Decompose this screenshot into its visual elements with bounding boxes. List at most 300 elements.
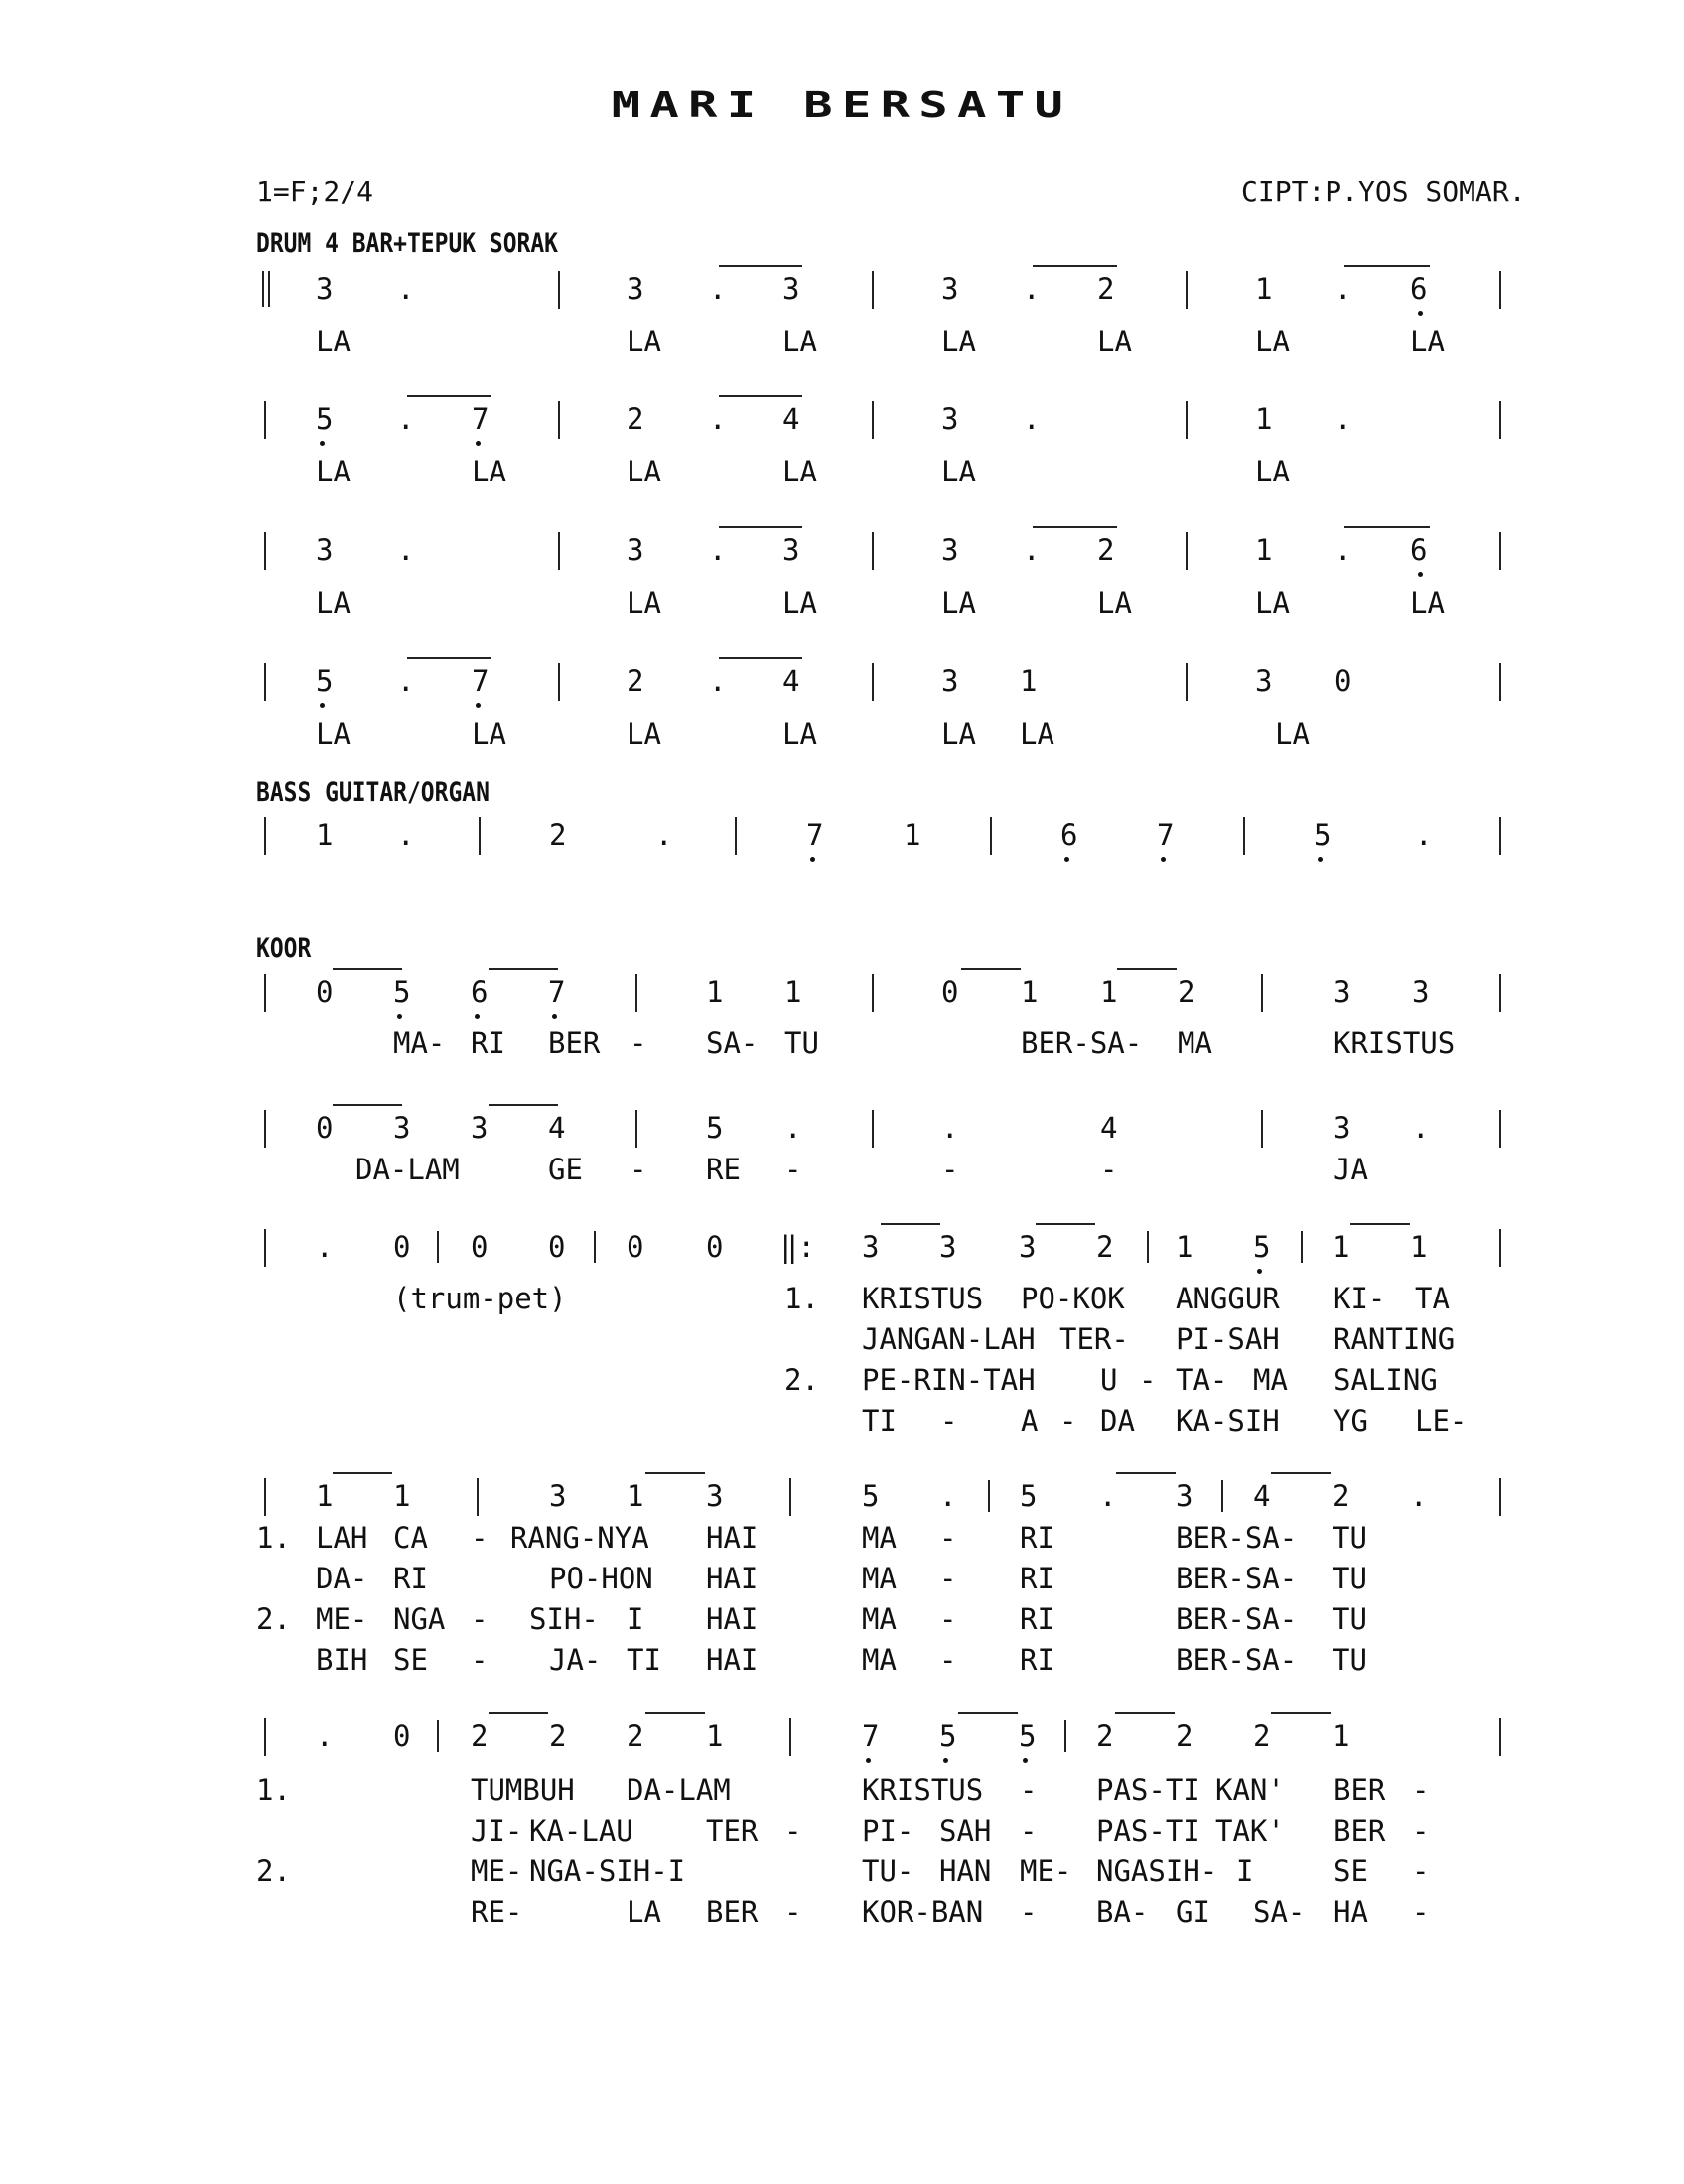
lyric: - (939, 1562, 957, 1595)
note: 3 (941, 272, 959, 306)
barline (264, 1478, 266, 1516)
note: . (1334, 533, 1352, 567)
lyric: LA (1255, 455, 1290, 488)
beam-line (489, 1712, 548, 1714)
beam-line (719, 526, 802, 528)
beam-line (645, 1472, 705, 1474)
note: 5 (316, 664, 334, 698)
note: 2 (1097, 533, 1115, 567)
beam-line (719, 265, 802, 267)
lyric: SE (393, 1643, 428, 1677)
note: . (397, 664, 415, 698)
koor-note: 5 (1020, 1479, 1038, 1513)
barline (1499, 663, 1501, 701)
barline (635, 974, 637, 1012)
lyric: GE (548, 1153, 583, 1186)
lyric: LA (782, 325, 817, 358)
koor-note: 0 (627, 1230, 644, 1264)
koor-note: 2 (1096, 1230, 1114, 1264)
koor-note: 2 (627, 1719, 644, 1753)
barline (1499, 271, 1501, 309)
note: 0 (1334, 664, 1352, 698)
lyric: KRISTUS (862, 1282, 984, 1315)
lyric: BA- (1096, 1895, 1149, 1929)
lyric: TA (1415, 1282, 1450, 1315)
note: 1 (1020, 664, 1038, 698)
low-octave-dot (1418, 572, 1423, 577)
lyric: RI (471, 1026, 505, 1060)
lyric: LAH (316, 1521, 368, 1555)
lyric: MA (1253, 1363, 1288, 1397)
verse-number: 1. (784, 1282, 819, 1315)
lyric: TI (627, 1643, 661, 1677)
lyric: LA (316, 586, 351, 619)
lyric: I (1236, 1854, 1254, 1888)
koor-note: 0 (706, 1230, 724, 1264)
koor-note: 1 (627, 1479, 644, 1513)
koor-note: 5 (862, 1479, 880, 1513)
beam-line (1350, 1223, 1410, 1225)
barline (1064, 1720, 1066, 1752)
low-octave-dot (1257, 1269, 1262, 1274)
barline (264, 532, 266, 570)
barline (1499, 974, 1501, 1012)
bass-note: 6 (1060, 818, 1078, 852)
barline (437, 1231, 439, 1263)
note: 3 (316, 533, 334, 567)
note: . (397, 402, 415, 436)
lyric: LE- (1415, 1404, 1468, 1437)
koor-note: 2 (1176, 1719, 1193, 1753)
lyric: KI- (1333, 1282, 1386, 1315)
barline (1261, 1110, 1263, 1148)
verse-number: 2. (784, 1363, 819, 1397)
lyric: HAI (706, 1562, 759, 1595)
barline (1186, 271, 1188, 309)
beam-line (407, 657, 491, 659)
lyric: TU (784, 1026, 819, 1060)
low-octave-dot (1318, 857, 1323, 862)
lyric: - (471, 1602, 489, 1636)
beam-line (719, 395, 802, 397)
lyric: BER (548, 1026, 601, 1060)
note: . (709, 272, 727, 306)
koor-note: 0 (548, 1230, 566, 1264)
note: . (1334, 272, 1352, 306)
note: . (1023, 272, 1041, 306)
lyric: LA (941, 325, 976, 358)
lyric: - (1412, 1814, 1430, 1847)
barline (1499, 532, 1501, 570)
koor-note: 3 (1333, 1111, 1351, 1145)
lyric: MA (862, 1602, 897, 1636)
note: 7 (472, 664, 490, 698)
lyric: LA (941, 717, 976, 751)
note: 1 (1255, 533, 1273, 567)
note: . (397, 533, 415, 567)
lyric: TA- (1176, 1363, 1228, 1397)
lyric: - (1412, 1895, 1430, 1929)
koor-note: 0 (941, 975, 959, 1009)
lyric: - (1020, 1895, 1038, 1929)
koor-note: 1 (1333, 1719, 1350, 1753)
barline (872, 1110, 874, 1148)
koor-note: 3 (862, 1230, 880, 1264)
lyric: RI (1020, 1562, 1054, 1595)
barline (264, 1110, 266, 1148)
beam-line (1344, 526, 1430, 528)
lyric: HAN (939, 1854, 992, 1888)
barline (264, 817, 266, 855)
low-octave-dot (476, 703, 481, 708)
note: 2 (627, 664, 644, 698)
koor-note: 1 (1176, 1230, 1193, 1264)
lyric: - (471, 1521, 489, 1555)
note: . (709, 533, 727, 567)
lyric: TER- (1059, 1322, 1129, 1356)
lyric: JA- (549, 1643, 602, 1677)
barline (1499, 1229, 1501, 1267)
bass-note: 1 (316, 818, 334, 852)
note: 3 (316, 272, 334, 306)
lyric: ME- (316, 1602, 368, 1636)
lyric: - (941, 1153, 959, 1186)
koor-note: 5 (393, 975, 411, 1009)
low-octave-dot (320, 441, 325, 446)
note: 7 (472, 402, 490, 436)
key-signature: 1=F;2/4 (256, 175, 374, 207)
barline (437, 1720, 439, 1752)
lyric: SA- (1253, 1895, 1306, 1929)
lyric: RE- (471, 1895, 523, 1929)
barline (1261, 974, 1263, 1012)
lyric: - (471, 1643, 489, 1677)
koor-note: 2 (1333, 1479, 1350, 1513)
barline (872, 663, 874, 701)
lyric: - (784, 1814, 802, 1847)
low-octave-dot (810, 857, 815, 862)
lyric: LA (1097, 586, 1132, 619)
low-octave-dot (943, 1758, 948, 1763)
lyric: HAI (706, 1521, 759, 1555)
lyric: LA (782, 586, 817, 619)
beam-line (1115, 1712, 1175, 1714)
lyric: DA (1100, 1404, 1135, 1437)
lyric: BER-SA- (1021, 1026, 1143, 1060)
lyric: NGA-SIH-I (529, 1854, 686, 1888)
koor-note: . (1412, 1111, 1430, 1145)
barline (477, 1478, 479, 1516)
beam-line (1116, 1472, 1176, 1474)
lyric: LA (1410, 586, 1445, 619)
barline (594, 1231, 596, 1263)
lyric: GI (1176, 1895, 1210, 1929)
koor-note: . (939, 1479, 957, 1513)
lyric: SA- (706, 1026, 759, 1060)
lyric: LA (782, 717, 817, 751)
beam-line (489, 968, 558, 970)
lyric: RI (1020, 1602, 1054, 1636)
lyric: U (1100, 1363, 1118, 1397)
koor-note: 1 (1021, 975, 1039, 1009)
lyric: - (784, 1153, 802, 1186)
koor-note: 1 (1333, 1230, 1350, 1264)
bass-note: . (1415, 818, 1433, 852)
barline (735, 817, 737, 855)
lyric: LA (1410, 325, 1445, 358)
lyric: MA (862, 1562, 897, 1595)
lyric: - (784, 1895, 802, 1929)
lyric: PI-SAH (1176, 1322, 1280, 1356)
barline (1499, 817, 1501, 855)
barline (1301, 1231, 1303, 1263)
barline (479, 817, 481, 855)
barline (990, 817, 992, 855)
koor-note: 1 (316, 1479, 334, 1513)
section-bass: BASS GUITAR/ORGAN (256, 777, 490, 808)
lyric: TU (1333, 1521, 1367, 1555)
koor-note: 0 (316, 975, 334, 1009)
koor-note: 5 (706, 1111, 724, 1145)
barline (988, 1480, 990, 1512)
koor-note: 1 (784, 975, 802, 1009)
lyric: PO-KOK (1021, 1282, 1125, 1315)
lyric: BER-SA- (1176, 1521, 1298, 1555)
koor-note: 2 (549, 1719, 567, 1753)
lyric: ANGGUR (1176, 1282, 1280, 1315)
note: 3 (1255, 664, 1273, 698)
barline (789, 1478, 791, 1516)
koor-note: 2 (1096, 1719, 1114, 1753)
verse-number: 1. (256, 1773, 291, 1807)
lyric: KRISTUS (1333, 1026, 1456, 1060)
lyric: - (630, 1026, 647, 1060)
koor-note: 3 (706, 1479, 724, 1513)
lyric: BER-SA- (1176, 1602, 1298, 1636)
lyric: JI- (471, 1814, 523, 1847)
lyric: - (630, 1153, 647, 1186)
section-drum: DRUM 4 BAR+TEPUK SORAK (256, 228, 558, 259)
lyric: SALING (1333, 1363, 1438, 1397)
koor-note: . (784, 1111, 802, 1145)
barline (558, 271, 560, 309)
lyric: LA (316, 455, 351, 488)
lyric: - (1412, 1773, 1430, 1807)
note: . (709, 664, 727, 698)
lyric: DA- (316, 1562, 368, 1595)
koor-note: 3 (393, 1111, 411, 1145)
barline (558, 401, 560, 439)
koor-note: 1 (393, 1479, 411, 1513)
beam-line (1036, 1223, 1095, 1225)
koor-note: 7 (862, 1719, 880, 1753)
beam-line (1117, 968, 1177, 970)
lyric: LA (941, 586, 976, 619)
lyric: RI (1020, 1521, 1054, 1555)
lyric: ME- (1020, 1854, 1072, 1888)
lyric: HAI (706, 1602, 759, 1636)
koor-note: 7 (548, 975, 566, 1009)
koor-note: 3 (1019, 1230, 1037, 1264)
barline (1499, 1110, 1501, 1148)
lyric: MA- (393, 1026, 446, 1060)
note: 3 (941, 664, 959, 698)
koor-note: 5 (1019, 1719, 1037, 1753)
bass-note: . (397, 818, 415, 852)
koor-note: . (1410, 1479, 1428, 1513)
lyric: LA (1255, 586, 1290, 619)
lyric: TAK' (1215, 1814, 1285, 1847)
lyric: YG (1333, 1404, 1368, 1437)
lyric: - (1412, 1854, 1430, 1888)
lyric: - (1020, 1814, 1038, 1847)
note: 2 (627, 402, 644, 436)
barline (558, 532, 560, 570)
lyric: RI (393, 1562, 428, 1595)
low-octave-dot (475, 1014, 480, 1019)
lyric: SAH (939, 1814, 992, 1847)
repeat-sign: ‖: (780, 1230, 815, 1264)
lyric: BER (1333, 1814, 1386, 1847)
barline (1221, 1480, 1223, 1512)
lyric: SIH- (529, 1602, 599, 1636)
koor-note: 4 (548, 1111, 566, 1145)
lyric: TU- (862, 1854, 914, 1888)
beam-line (1344, 265, 1430, 267)
lyric: LA (627, 717, 661, 751)
lyric: PAS-TI (1096, 1773, 1200, 1807)
lyric: LA (627, 325, 661, 358)
trumpet-cue: (trum-pet) (393, 1282, 567, 1315)
double-barline (268, 271, 270, 307)
koor-note: 1 (1410, 1230, 1428, 1264)
low-octave-dot (476, 441, 481, 446)
koor-note: 1 (1100, 975, 1118, 1009)
beam-line (333, 1472, 392, 1474)
koor-note: 3 (471, 1111, 489, 1145)
lyric: - (1100, 1153, 1118, 1186)
lyric: TUMBUH (471, 1773, 575, 1807)
note: . (1023, 402, 1041, 436)
note: . (397, 272, 415, 306)
beam-line (407, 395, 491, 397)
lyric: BER-SA- (1176, 1643, 1298, 1677)
koor-note: . (941, 1111, 959, 1145)
koor-note: 2 (1253, 1719, 1271, 1753)
koor-note: 1 (706, 975, 724, 1009)
lyric: RANTING (1333, 1322, 1456, 1356)
lyric: LA (1020, 717, 1054, 751)
note: 3 (627, 533, 644, 567)
lyric: LA (472, 717, 506, 751)
barline (264, 974, 266, 1012)
koor-note: 2 (471, 1719, 489, 1753)
note: . (1334, 402, 1352, 436)
koor-note: 3 (549, 1479, 567, 1513)
koor-note: 3 (1176, 1479, 1193, 1513)
lyric: MA (862, 1521, 897, 1555)
koor-note: . (316, 1230, 334, 1264)
lyric: DA-LAM (355, 1153, 460, 1186)
lyric: JA (1333, 1153, 1368, 1186)
lyric: TI (862, 1404, 897, 1437)
lyric: - (1020, 1773, 1038, 1807)
note: 1 (1255, 272, 1273, 306)
barline (264, 1229, 266, 1267)
low-octave-dot (397, 1014, 402, 1019)
bass-note: 5 (1314, 818, 1332, 852)
lyric: MA (862, 1643, 897, 1677)
lyric: LA (1275, 717, 1310, 751)
bass-note: 2 (549, 818, 567, 852)
koor-note: 3 (1333, 975, 1351, 1009)
lyric: I (627, 1602, 644, 1636)
lyric: LA (316, 717, 351, 751)
lyric: KRISTUS (862, 1773, 984, 1807)
low-octave-dot (320, 703, 325, 708)
bass-note: . (655, 818, 673, 852)
lyric: LA (627, 455, 661, 488)
beam-line (1033, 526, 1117, 528)
beam-line (333, 968, 402, 970)
note: 5 (316, 402, 334, 436)
beam-line (333, 1104, 402, 1106)
lyric: LA (472, 455, 506, 488)
koor-note: 1 (706, 1719, 724, 1753)
lyric: LA (316, 325, 351, 358)
note: . (709, 402, 727, 436)
lyric: LA (941, 455, 976, 488)
lyric: BER-SA- (1176, 1562, 1298, 1595)
koor-note: 3 (1412, 975, 1430, 1009)
lyric: PO-HON (549, 1562, 653, 1595)
barline (872, 401, 874, 439)
lyric: BER (1333, 1773, 1386, 1807)
lyric: HA (1333, 1895, 1368, 1929)
lyric: HAI (706, 1643, 759, 1677)
lyric: TU (1333, 1562, 1367, 1595)
beam-line (1033, 265, 1117, 267)
lyric: KA-SIH (1176, 1404, 1280, 1437)
lyric: BER (706, 1895, 759, 1929)
low-octave-dot (1023, 1758, 1028, 1763)
low-octave-dot (1161, 857, 1166, 862)
note: . (1023, 533, 1041, 567)
barline (1499, 1718, 1501, 1756)
barline (1147, 1231, 1149, 1263)
verse-number: 2. (256, 1602, 291, 1636)
note: 3 (941, 533, 959, 567)
note: 3 (782, 272, 800, 306)
lyric: BIH (316, 1643, 368, 1677)
low-octave-dot (866, 1758, 871, 1763)
barline (558, 663, 560, 701)
lyric: CA (393, 1521, 428, 1555)
lyric: MA (1178, 1026, 1212, 1060)
note: 3 (782, 533, 800, 567)
beam-line (1271, 1712, 1331, 1714)
low-octave-dot (552, 1014, 557, 1019)
note: 3 (941, 402, 959, 436)
beam-line (489, 1104, 558, 1106)
beam-line (881, 1223, 940, 1225)
koor-note: 0 (393, 1230, 411, 1264)
bass-note: 1 (904, 818, 921, 852)
barline (872, 532, 874, 570)
lyric: LA (1097, 325, 1132, 358)
lyric: TU (1333, 1602, 1367, 1636)
koor-note: 0 (393, 1719, 411, 1753)
